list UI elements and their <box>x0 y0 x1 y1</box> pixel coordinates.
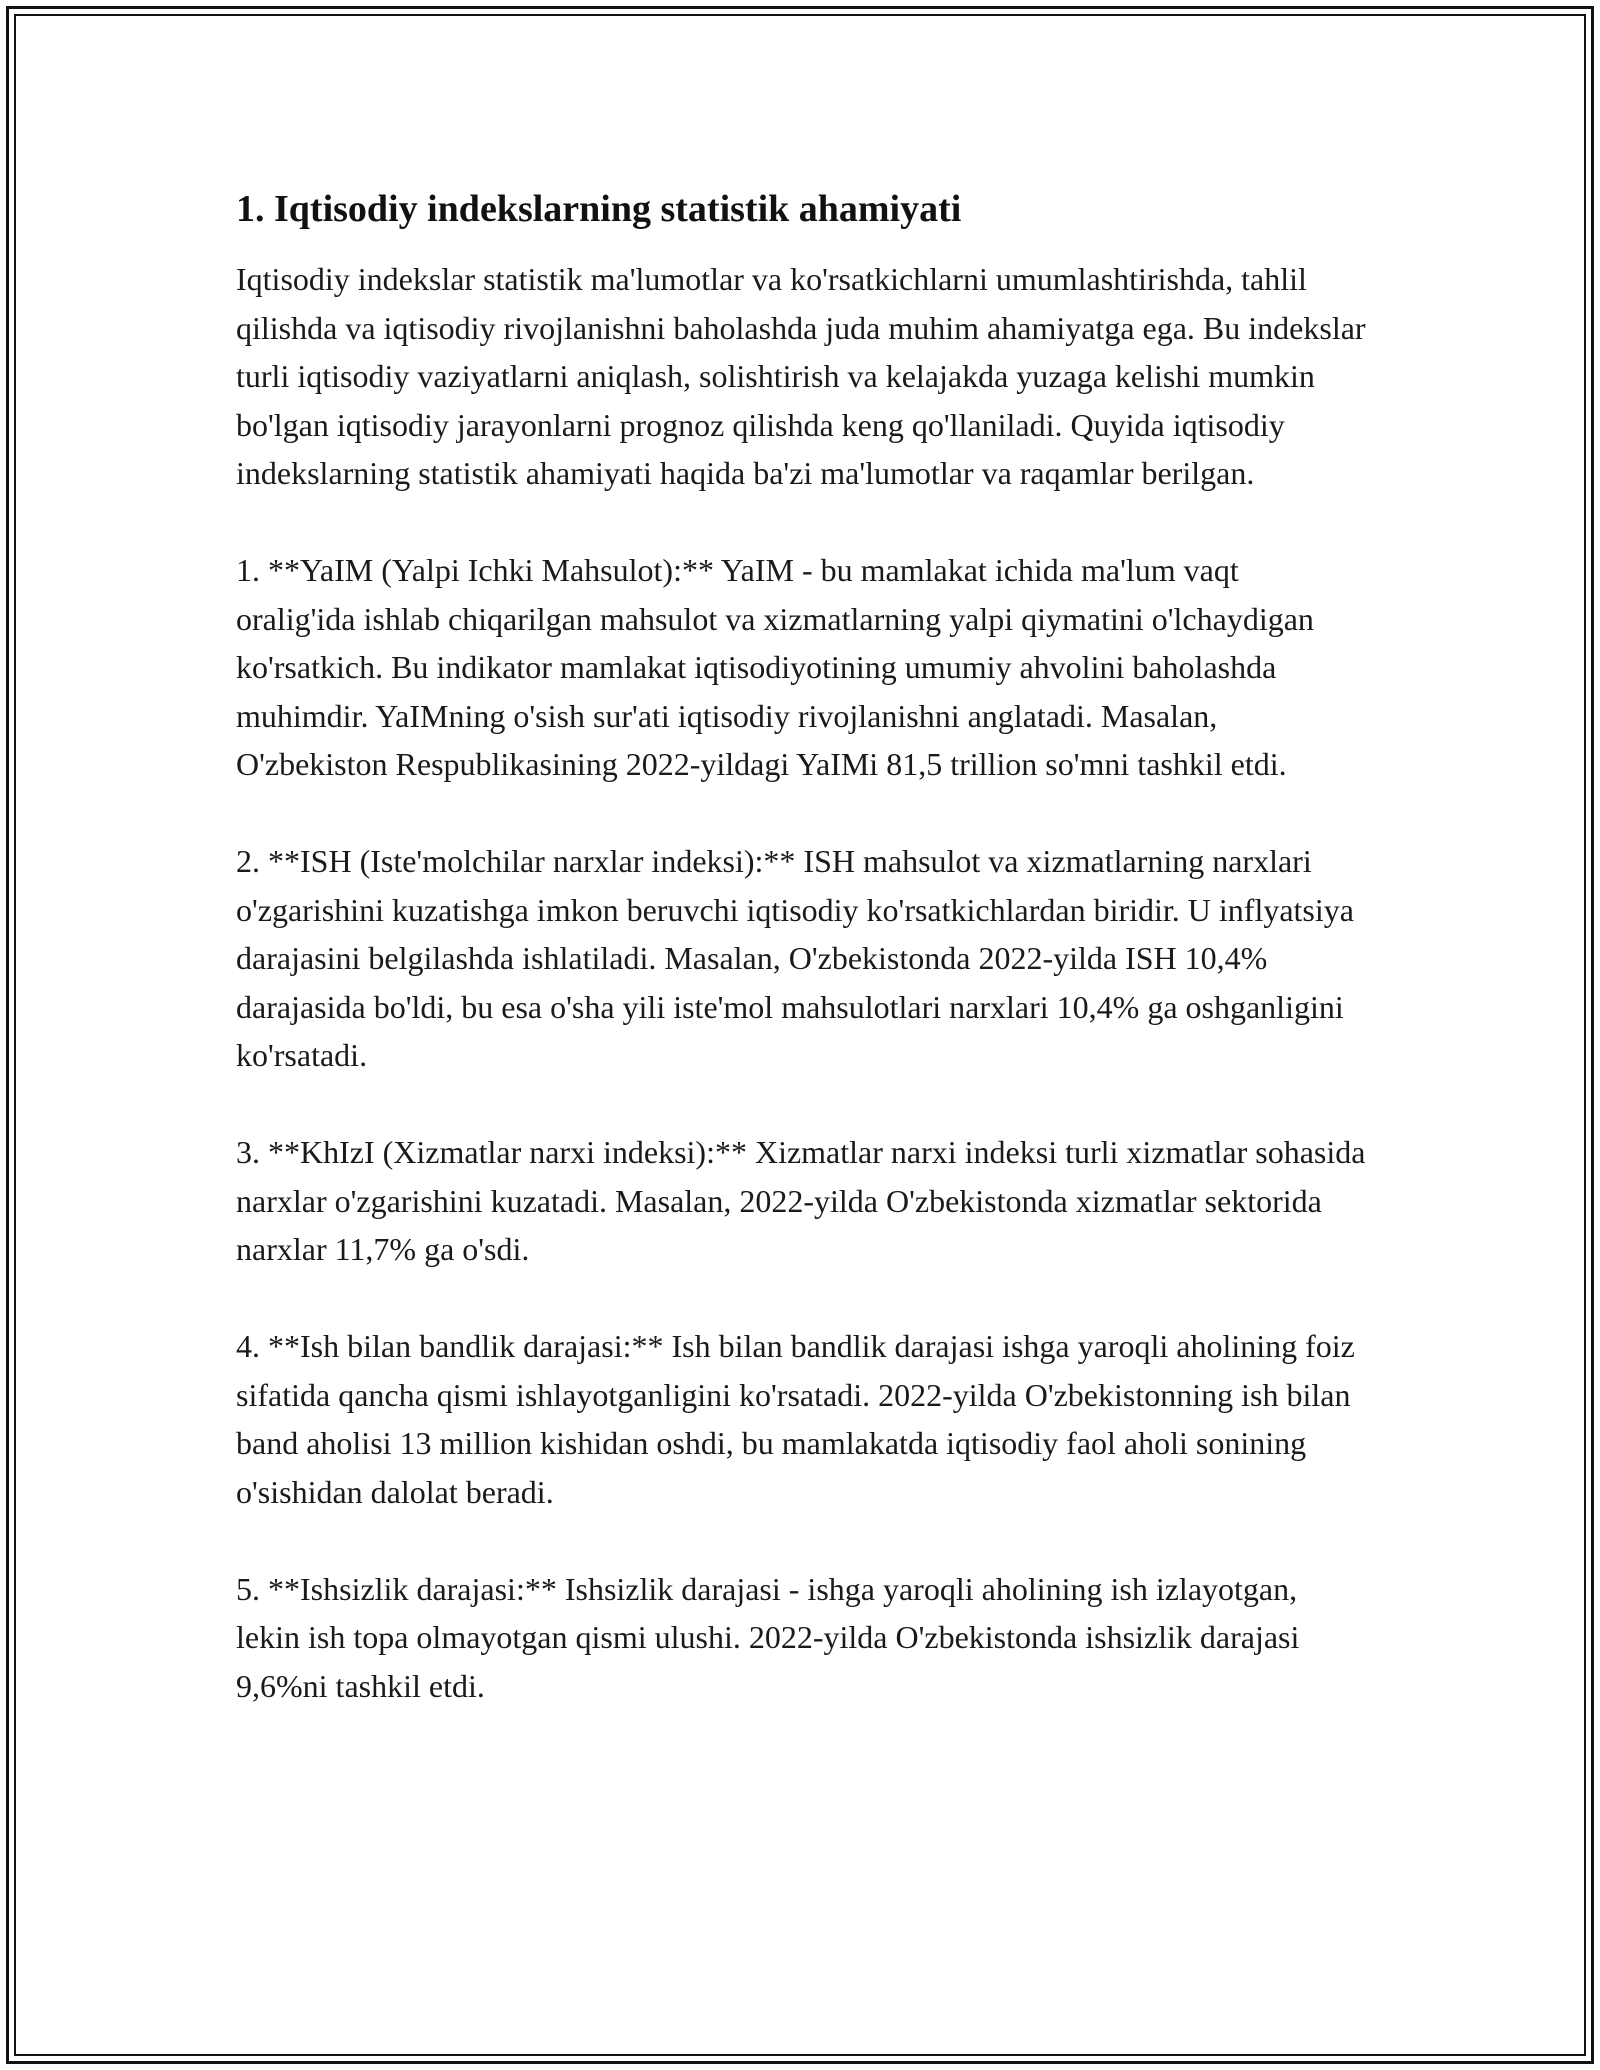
list-item-cpi: 2. **ISH (Iste'molchilar narxlar indeksi):** ISH mahsulot va xizmatlarning narxlari o'zgarishini kuzatishga imkon beruvchi iqtisodiy ko'rsatkichlardan biridir. U inflyatsiya darajasini belgilashda ishlatiladi. Masalan, O'zbekistonda 2022-yilda ISH 10,4% darajasida bo'ldi, bu esa o'sha yili iste'mol mahsulotlari narxlari 10,4% ga oshganligini ko'rsatadi. <box>236 843 1354 1073</box>
intro-paragraph: Iqtisodiy indekslar statistik ma'lumotlar va ko'rsatkichlarni umumlashtirishda, tahlil qilishda va iqtisodiy rivojlanishni baholashda juda muhim ahamiyatga ega. Bu indekslar turli iqtisodiy vaziyatlarni aniqlash, solishtirish va kelajakda yuzaga kelishi mumkin bo'lgan iqtisodiy jarayonlarni prognoz qilishda keng qo'llaniladi. Quyida iqtisodiy indekslarning statistik ahamiyati haqida ba'zi ma'lumotlar va raqamlar berilgan. <box>236 261 1366 491</box>
document-body <box>236 185 1366 1710</box>
list-item-services-price-index: 3. **KhIzI (Xizmatlar narxi indeksi):** Xizmatlar narxi indeksi turli xizmatlar sohasida narxlar o'zgarishini kuzatadi. Masalan, 2022-yilda O'zbekistonda xizmatlar sektorida narxlar 11,7% ga o'sdi. <box>236 1134 1366 1267</box>
list-item-employment-rate: 4. **Ish bilan bandlik darajasi:** Ish bilan bandlik darajasi ishga yaroqli aholining foiz sifatida qancha qismi ishlayotganligini ko'rsatadi. 2022-yilda O'zbekistonning ish bilan band aholisi 13 million kishidan oshdi, bu mamlakatda iqtisodiy faol aholi sonining o'sishidan dalolat beradi. <box>236 1328 1355 1510</box>
page-title: 1. Iqtisodiy indekslarning statistik ahamiyati <box>236 188 962 230</box>
list-item-unemployment-rate: 5. **Ishsizlik darajasi:** Ishsizlik darajasi - ishga yaroqli aholining ish izlayotgan, lekin ish topa olmayotgan qismi ulushi. 2022-yilda O'zbekistonda ishsizlik darajasi 9,6%ni tashkil etdi. <box>236 1570 1300 1704</box>
list-item-gdp: 1. **YaIM (Yalpi Ichki Mahsulot):** YaIM - bu mamlakat ichida ma'lum vaqt oralig'ida ishlab chiqarilgan mahsulot va xizmatlarning yalpi qiymatini o'lchaydigan ko'rsatkich. Bu indikator mamlakat iqtisodiyotining umumiy ahvolini baholashda muhimdir. YaIMning o'sish sur'ati iqtisodiy rivojlanishni anglatadi. Masalan, O'zbekiston Respublikasining 2022-yildagi YaIMi 81,5 trillion so'mni tashkil etdi. <box>236 552 1314 782</box>
